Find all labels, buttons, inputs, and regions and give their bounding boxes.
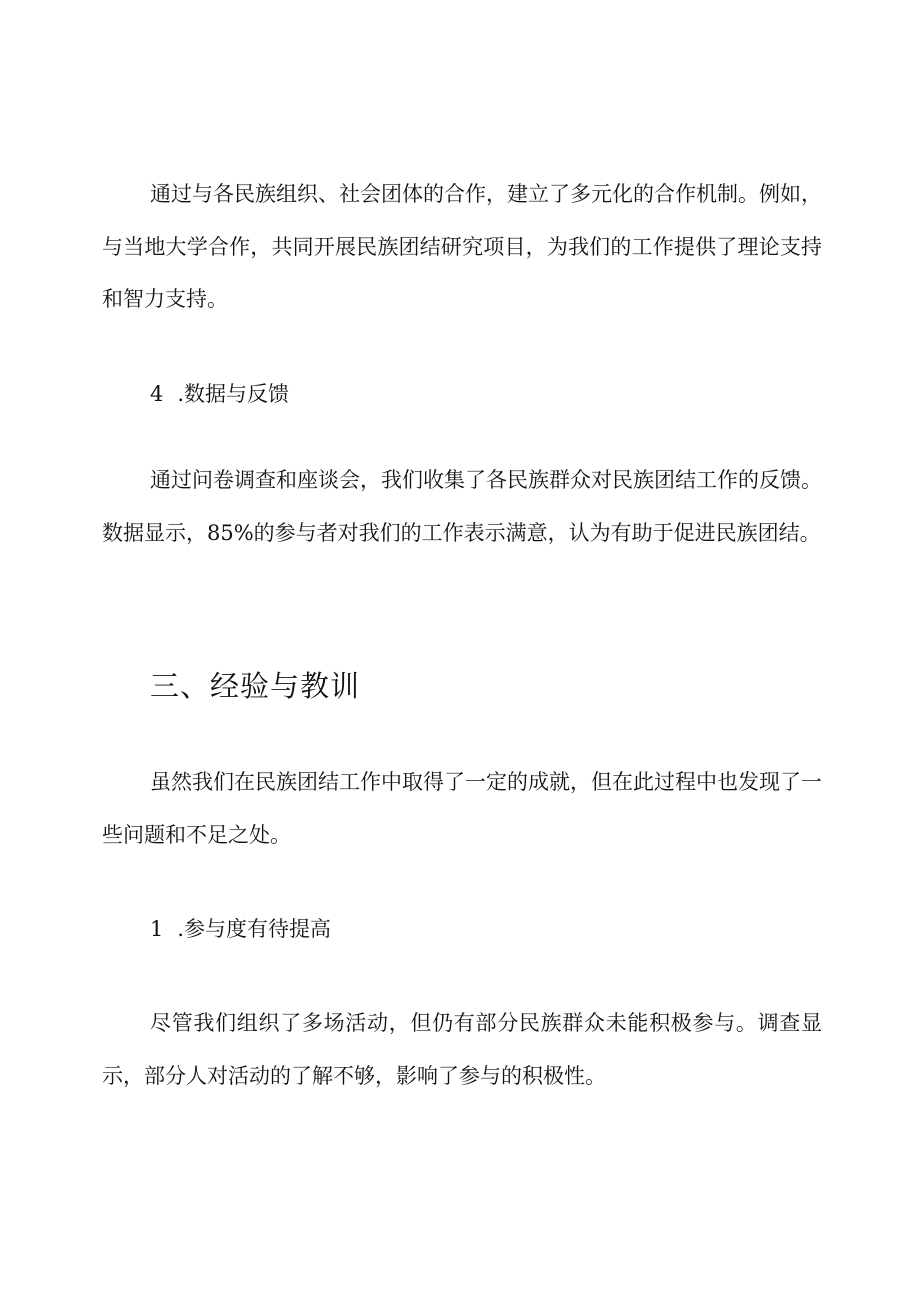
section-heading-lessons: 三、经验与教训 [150,669,361,703]
list-item-participation [150,914,331,944]
paragraph-feedback-survey: 通过问卷调查和座谈会，我们收集了各民族群众对民族团结工作的反馈。数据显示，85%的参与者对我们的工作表示满意，认为有助于促进民族团结。 [102,468,822,545]
list-item-title: .参与度有待提高 [177,917,332,941]
list-item-title: .数据与反馈 [177,382,290,406]
list-item-data-feedback [150,379,289,409]
list-item-number: 4 [150,382,164,406]
paragraph-participation-issue: 尽管我们组织了多场活动，但仍有部分民族群众未能积极参与。调查显示，部分人对活动的了解不够，影响了参与的积极性。 [102,1011,822,1088]
list-item-number: 1 [150,917,164,941]
paragraph-cooperation-mechanism: 通过与各民族组织、社会团体的合作，建立了多元化的合作机制。例如，与当地大学合作，共同开展民族团结研究项目，为我们的工作提供了理论支持和智力支持。 [102,182,822,311]
paragraph-lessons-intro: 虽然我们在民族团结工作中取得了一定的成就，但在此过程中也发现了一些问题和不足之处。 [102,770,822,847]
